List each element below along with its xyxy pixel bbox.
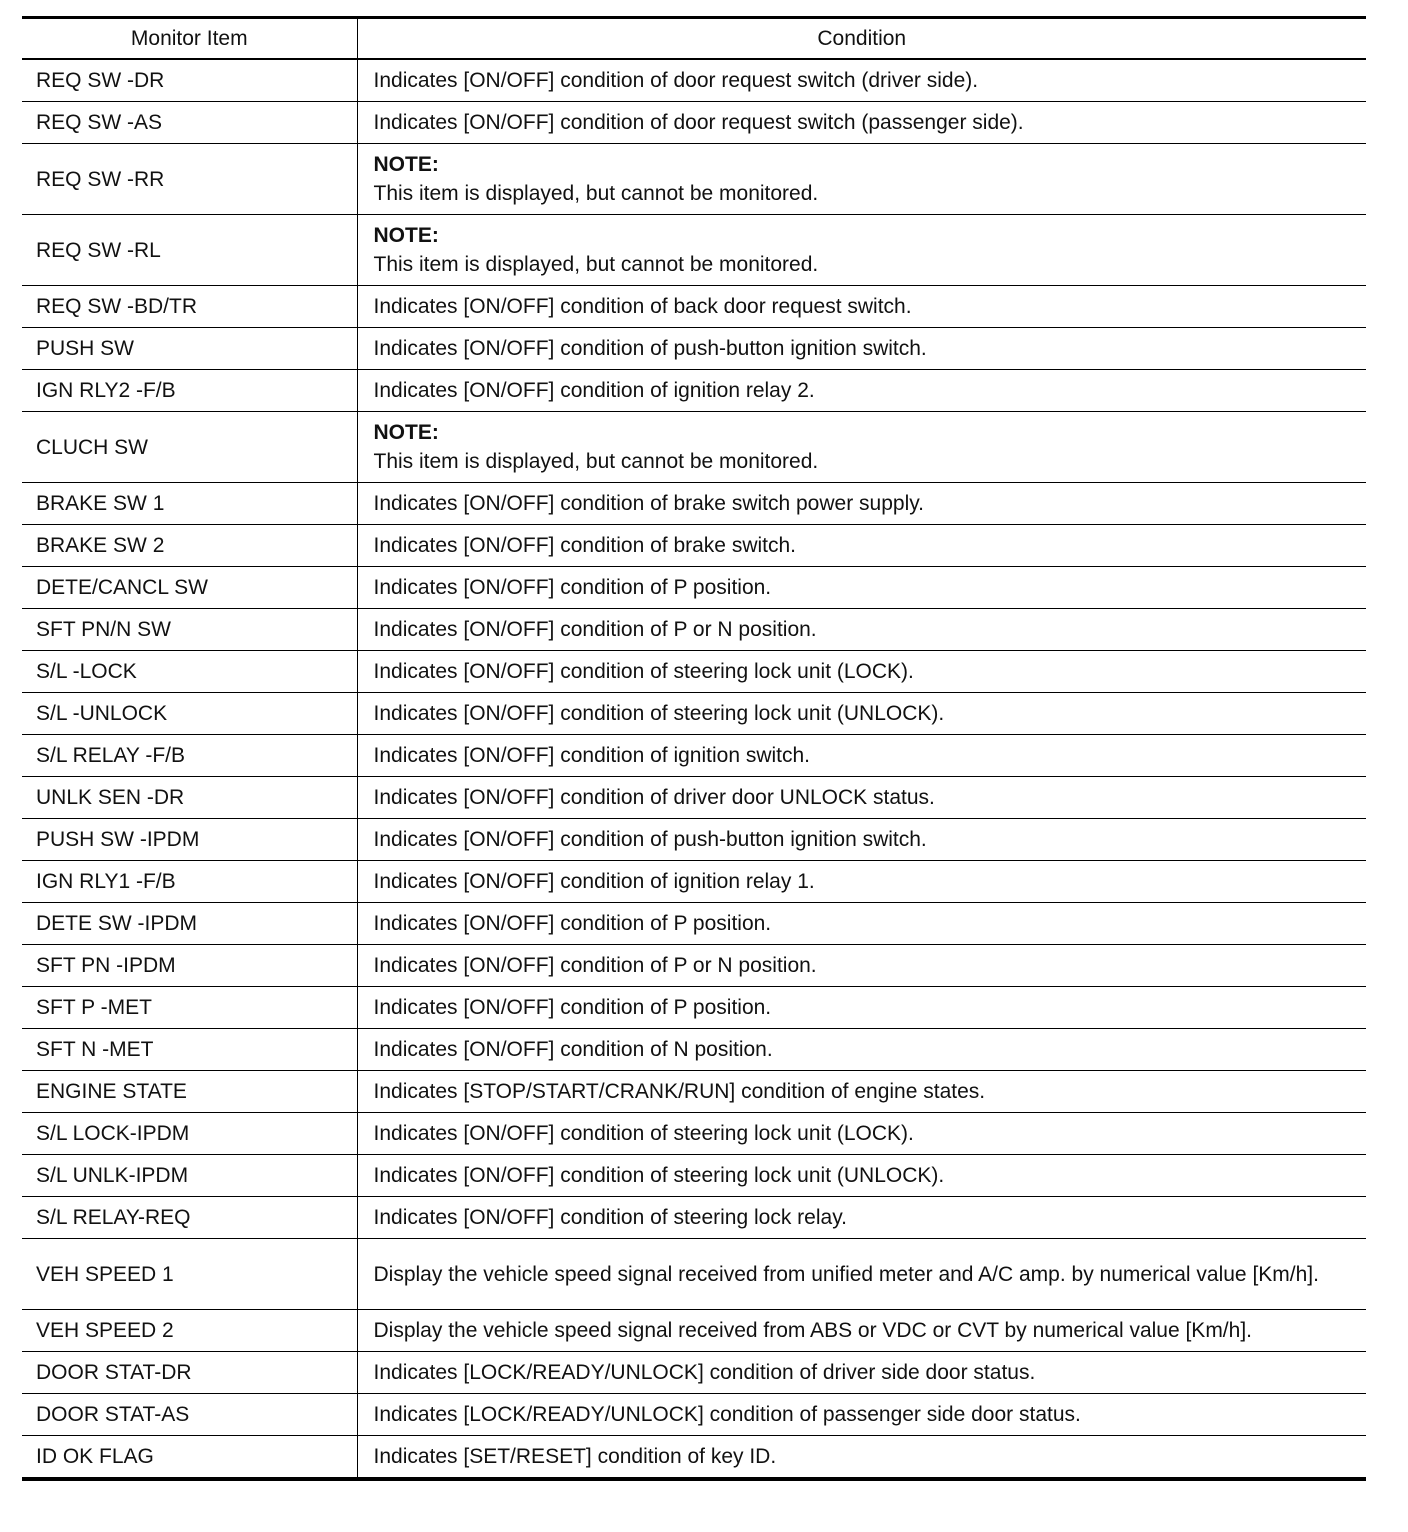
monitor-item-cell: S/L RELAY -F/B	[22, 735, 357, 777]
condition-cell: Indicates [ON/OFF] condition of brake switch power supply.	[357, 483, 1366, 525]
monitor-item-cell: VEH SPEED 1	[22, 1239, 357, 1310]
condition-cell: Indicates [ON/OFF] condition of steering lock unit (UNLOCK).	[357, 1155, 1366, 1197]
condition-cell: Indicates [ON/OFF] condition of P position.	[357, 567, 1366, 609]
table-row	[22, 651, 1366, 693]
table-row	[22, 1113, 1366, 1155]
table-row	[22, 1352, 1366, 1394]
condition-cell	[357, 412, 1366, 483]
table-row	[22, 819, 1366, 861]
monitor-item-cell: S/L RELAY-REQ	[22, 1197, 357, 1239]
condition-cell: Indicates [LOCK/READY/UNLOCK] condition of passenger side door status.	[357, 1394, 1366, 1436]
table-row	[22, 215, 1366, 286]
condition-cell: Indicates [ON/OFF] condition of steering lock unit (LOCK).	[357, 1113, 1366, 1155]
condition-cell: Indicates [ON/OFF] condition of P or N position.	[357, 609, 1366, 651]
monitor-item-cell: S/L -UNLOCK	[22, 693, 357, 735]
header-monitor-item: Monitor Item	[22, 18, 357, 60]
monitor-item-cell: BRAKE SW 2	[22, 525, 357, 567]
monitor-item-cell: UNLK SEN -DR	[22, 777, 357, 819]
condition-cell	[357, 144, 1366, 215]
table-row	[22, 1310, 1366, 1352]
monitor-item-cell: SFT PN -IPDM	[22, 945, 357, 987]
table-body	[22, 59, 1366, 1479]
header-condition: Condition	[357, 18, 1366, 60]
table-row	[22, 370, 1366, 412]
condition-cell: Indicates [ON/OFF] condition of N position.	[357, 1029, 1366, 1071]
monitor-item-cell: CLUCH SW	[22, 412, 357, 483]
note-text: This item is displayed, but cannot be monitored.	[373, 182, 819, 205]
monitor-item-cell: REQ SW -BD/TR	[22, 286, 357, 328]
monitor-item-cell: SFT N -MET	[22, 1029, 357, 1071]
table-row	[22, 144, 1366, 215]
note-label: NOTE:	[373, 224, 439, 247]
condition-cell: Indicates [ON/OFF] condition of ignition relay 2.	[357, 370, 1366, 412]
monitor-item-cell: S/L UNLK-IPDM	[22, 1155, 357, 1197]
condition-cell: Indicates [SET/RESET] condition of key ID.	[357, 1436, 1366, 1480]
monitor-item-table-container	[22, 16, 1366, 1481]
monitor-item-cell: ENGINE STATE	[22, 1071, 357, 1113]
condition-cell: Indicates [ON/OFF] condition of brake switch.	[357, 525, 1366, 567]
condition-cell: Indicates [LOCK/READY/UNLOCK] condition of driver side door status.	[357, 1352, 1366, 1394]
monitor-item-cell: IGN RLY1 -F/B	[22, 861, 357, 903]
monitor-item-cell: PUSH SW	[22, 328, 357, 370]
condition-cell	[357, 215, 1366, 286]
table-row	[22, 1436, 1366, 1480]
table-row	[22, 945, 1366, 987]
table-row	[22, 483, 1366, 525]
condition-cell: Indicates [ON/OFF] condition of push-button ignition switch.	[357, 819, 1366, 861]
monitor-item-cell: REQ SW -DR	[22, 59, 357, 102]
table-row	[22, 1071, 1366, 1113]
table-row	[22, 1029, 1366, 1071]
monitor-item-cell: DETE/CANCL SW	[22, 567, 357, 609]
table-row	[22, 861, 1366, 903]
table-row	[22, 609, 1366, 651]
condition-cell: Indicates [ON/OFF] condition of P position.	[357, 903, 1366, 945]
condition-cell: Indicates [ON/OFF] condition of steering lock unit (LOCK).	[357, 651, 1366, 693]
condition-cell: Indicates [ON/OFF] condition of ignition relay 1.	[357, 861, 1366, 903]
note-text: This item is displayed, but cannot be monitored.	[373, 253, 819, 276]
table-row	[22, 59, 1366, 102]
condition-cell: Indicates [ON/OFF] condition of door request switch (passenger side).	[357, 102, 1366, 144]
table-row	[22, 1155, 1366, 1197]
note-text: This item is displayed, but cannot be monitored.	[373, 450, 819, 473]
condition-cell: Indicates [STOP/START/CRANK/RUN] condition of engine states.	[357, 1071, 1366, 1113]
table-row	[22, 1239, 1366, 1310]
note-label: NOTE:	[373, 153, 439, 176]
monitor-item-cell: S/L LOCK-IPDM	[22, 1113, 357, 1155]
monitor-item-cell: DOOR STAT-AS	[22, 1394, 357, 1436]
table-row	[22, 777, 1366, 819]
monitor-item-cell: REQ SW -RR	[22, 144, 357, 215]
monitor-item-cell: DOOR STAT-DR	[22, 1352, 357, 1394]
condition-cell: Indicates [ON/OFF] condition of steering lock relay.	[357, 1197, 1366, 1239]
table-row	[22, 328, 1366, 370]
table-row	[22, 567, 1366, 609]
table-row	[22, 1197, 1366, 1239]
monitor-item-cell: VEH SPEED 2	[22, 1310, 357, 1352]
condition-cell: Indicates [ON/OFF] condition of back door request switch.	[357, 286, 1366, 328]
table-row	[22, 987, 1366, 1029]
monitor-item-cell: DETE SW -IPDM	[22, 903, 357, 945]
table-row	[22, 903, 1366, 945]
table-row	[22, 1394, 1366, 1436]
condition-cell: Display the vehicle speed signal received from ABS or VDC or CVT by numerical value [Km/h].	[357, 1310, 1366, 1352]
table-row	[22, 693, 1366, 735]
monitor-item-cell: IGN RLY2 -F/B	[22, 370, 357, 412]
table-row	[22, 525, 1366, 567]
table-row	[22, 412, 1366, 483]
condition-cell: Indicates [ON/OFF] condition of steering lock unit (UNLOCK).	[357, 693, 1366, 735]
monitor-item-cell: BRAKE SW 1	[22, 483, 357, 525]
condition-cell: Indicates [ON/OFF] condition of door request switch (driver side).	[357, 59, 1366, 102]
monitor-item-cell: SFT PN/N SW	[22, 609, 357, 651]
monitor-item-table	[22, 16, 1366, 1481]
condition-cell: Indicates [ON/OFF] condition of P or N position.	[357, 945, 1366, 987]
condition-cell: Indicates [ON/OFF] condition of ignition switch.	[357, 735, 1366, 777]
monitor-item-cell: PUSH SW -IPDM	[22, 819, 357, 861]
table-row	[22, 735, 1366, 777]
monitor-item-cell: REQ SW -RL	[22, 215, 357, 286]
condition-cell: Display the vehicle speed signal received from unified meter and A/C amp. by numerical value [Km/h].	[357, 1239, 1366, 1310]
condition-cell: Indicates [ON/OFF] condition of driver door UNLOCK status.	[357, 777, 1366, 819]
table-header-row	[22, 18, 1366, 60]
table-row	[22, 102, 1366, 144]
condition-cell: Indicates [ON/OFF] condition of push-button ignition switch.	[357, 328, 1366, 370]
monitor-item-cell: ID OK FLAG	[22, 1436, 357, 1480]
table-row	[22, 286, 1366, 328]
monitor-item-cell: REQ SW -AS	[22, 102, 357, 144]
monitor-item-cell: SFT P -MET	[22, 987, 357, 1029]
condition-cell: Indicates [ON/OFF] condition of P position.	[357, 987, 1366, 1029]
monitor-item-cell: S/L -LOCK	[22, 651, 357, 693]
note-label: NOTE:	[373, 421, 439, 444]
